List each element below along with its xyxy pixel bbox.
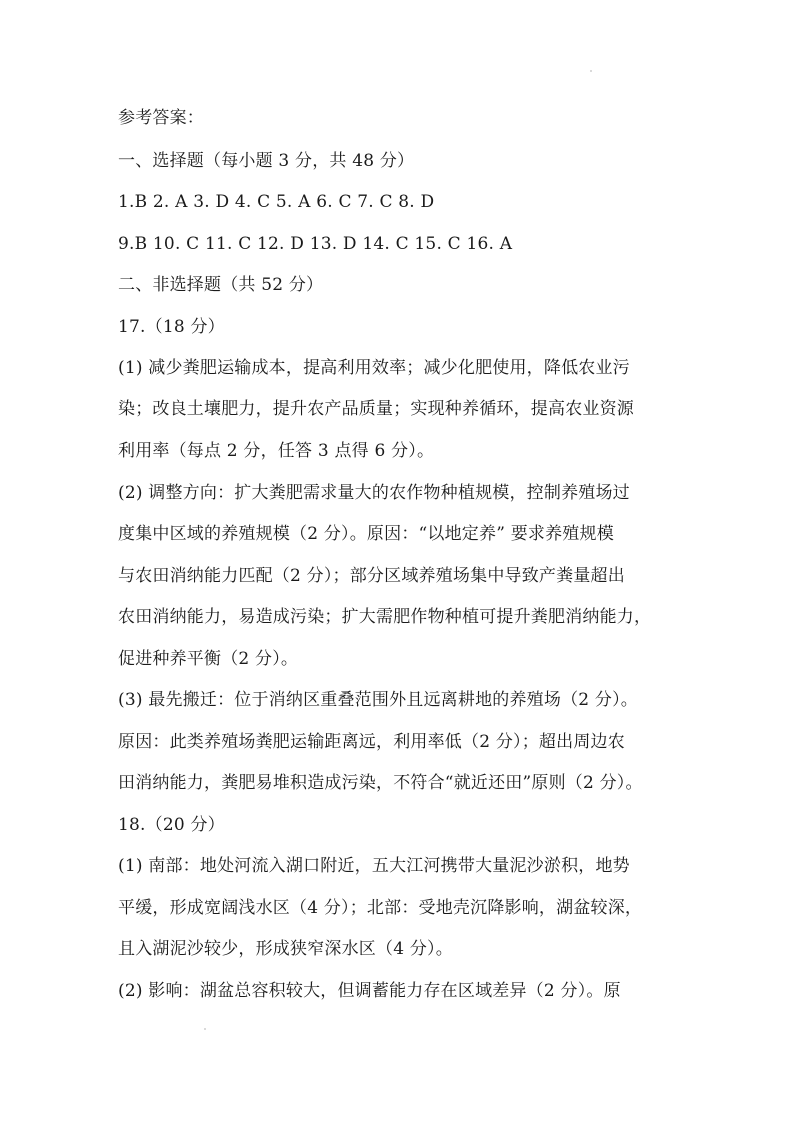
q17-line: 田消纳能力，粪肥易堆积造成污染，不符合“就近还田”原则（2 分）。 <box>118 773 643 793</box>
answer-heading: 参考答案： <box>118 108 204 128</box>
q17-line: 与农田消纳能力匹配（2 分）；部分区域养殖场集中导致产粪量超出 <box>118 566 625 586</box>
q17-line: 度集中区域的养殖规模（2 分）。原因：“以地定养” 要求养殖规模 <box>118 524 614 544</box>
section2-title: 二、非选择题（共 52 分） <box>118 275 324 295</box>
q17-line: 促进种养平衡（2 分）。 <box>118 649 299 669</box>
q18-line: (1) 南部：地处河流入湖口附近，五大江河携带大量泥沙淤积，地势 <box>118 856 630 876</box>
q17-line: (2) 调整方向：扩大粪肥需求量大的农作物种植规模，控制养殖场过 <box>118 483 630 503</box>
q17-line: 利用率（每点 2 分，任答 3 点得 6 分）。 <box>118 441 435 461</box>
q17-line: (1) 减少粪肥运输成本，提高利用效率；减少化肥使用，降低农业污 <box>118 358 630 378</box>
q17-line: 农田消纳能力，易造成污染；扩大需肥作物种植可提升粪肥消纳能力， <box>118 607 652 627</box>
section1-title: 一、选择题（每小题 3 分，共 48 分） <box>118 151 415 171</box>
q17-line: 染；改良土壤肥力，提升农产品质量；实现种养循环，提高农业资源 <box>118 399 634 419</box>
choice-answers-row-2: 9.B 10. C 11. C 12. D 13. D 14. C 15. C 16. A <box>118 234 513 254</box>
q17-line: 原因：此类养殖场粪肥运输距离远，利用率低（2 分）；超出周边农 <box>118 732 625 752</box>
scan-speck <box>590 70 592 72</box>
q17-title: 17.（18 分） <box>118 317 225 337</box>
q17-line: (3) 最先搬迁：位于消纳区重叠范围外且远离耕地的养殖场（2 分）。 <box>118 690 639 710</box>
q18-line: (2) 影响：湖盆总容积较大，但调蓄能力存在区域差异（2 分）。原 <box>118 981 621 1001</box>
q18-line: 且入湖泥沙较少，形成狭窄深水区（4 分）。 <box>118 939 453 959</box>
q18-line: 平缓，形成宽阔浅水区（4 分）；北部：受地壳沉降影响，湖盆较深， <box>118 898 643 918</box>
q18-title: 18.（20 分） <box>118 815 225 835</box>
choice-answers-row-1: 1.B 2. A 3. D 4. C 5. A 6. C 7. C 8. D <box>118 192 435 212</box>
scan-speck <box>204 1028 206 1030</box>
